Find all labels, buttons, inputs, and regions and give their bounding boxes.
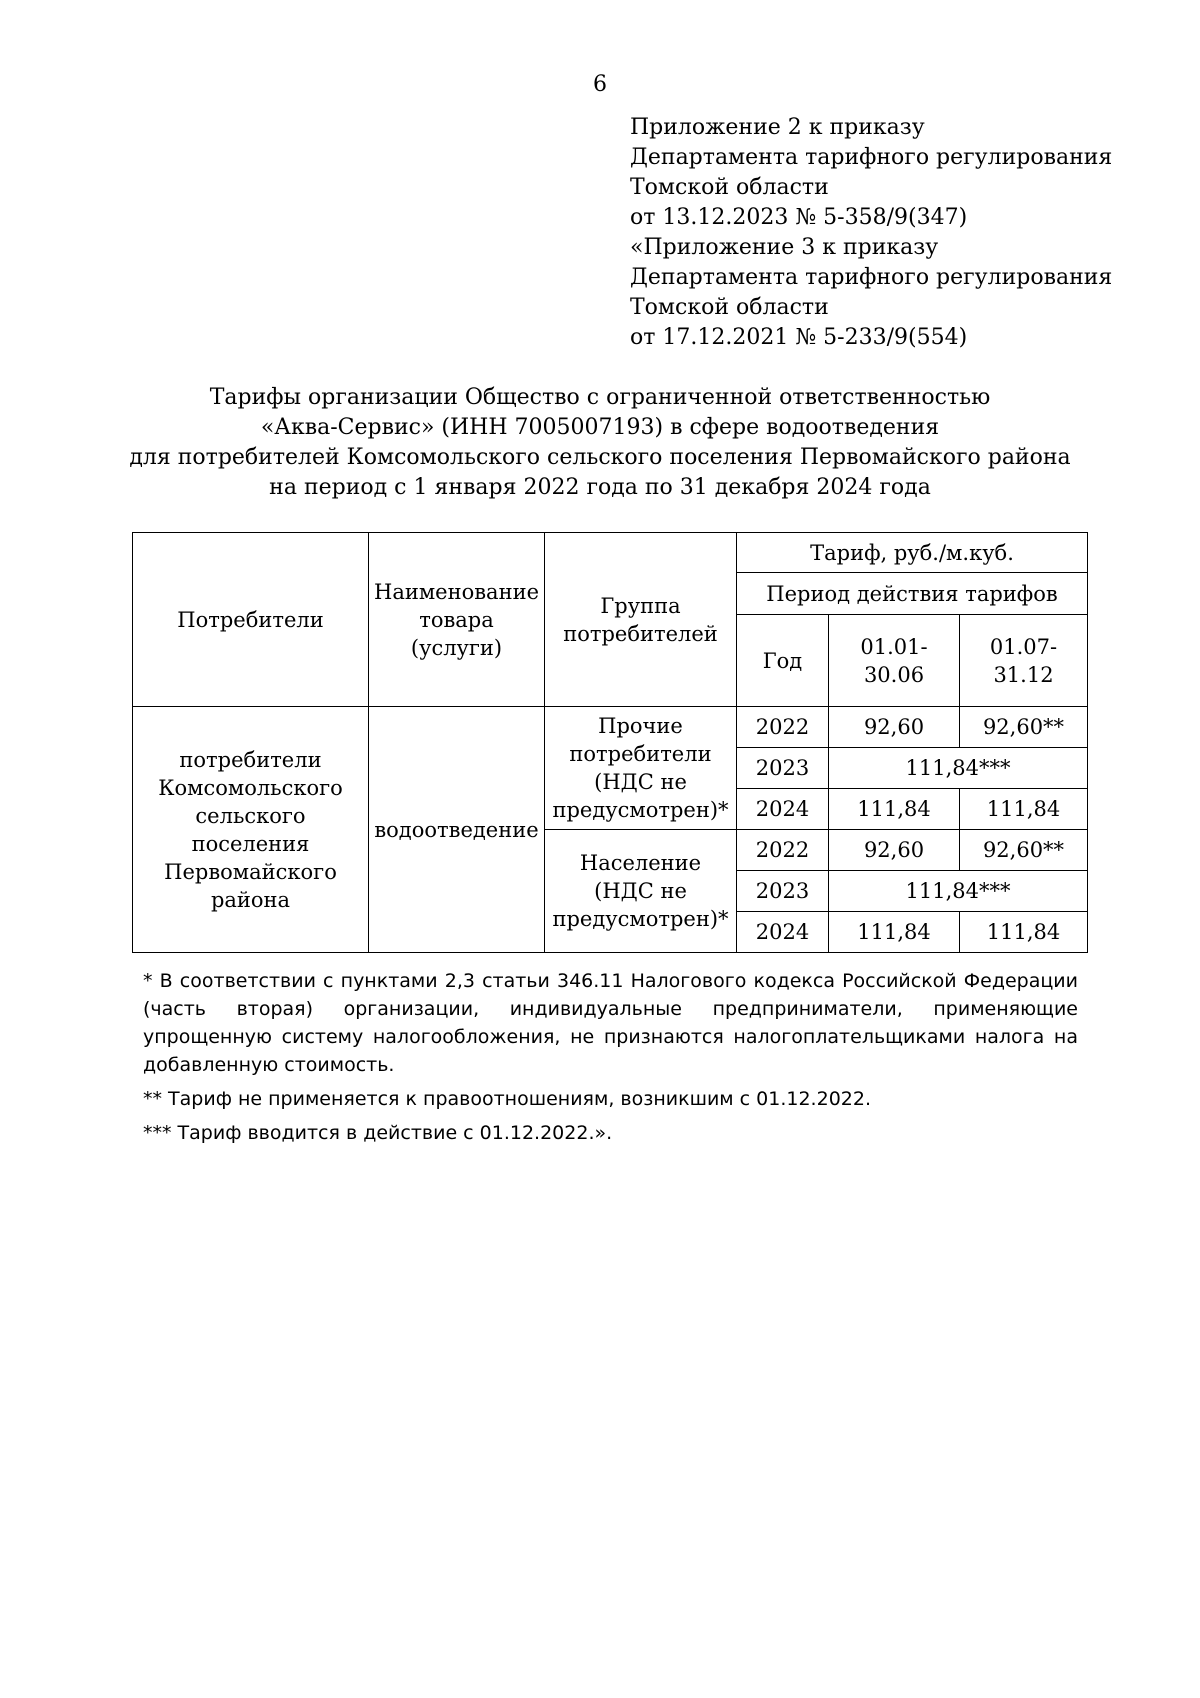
header-tariff: Тариф, руб./м.куб. bbox=[737, 533, 1088, 573]
consumers-cell: потребители Комсомольского сельского поселения Первомайского района bbox=[133, 707, 369, 953]
year-cell: 2023 bbox=[737, 871, 829, 912]
tariff-cell-merged: 111,84*** bbox=[829, 748, 1088, 789]
appendix-block bbox=[630, 113, 1112, 353]
tariff-cell: 111,84 bbox=[960, 789, 1088, 830]
appendix-line: от 17.12.2021 № 5-233/9(554) bbox=[630, 325, 968, 350]
appendix-line: Департамента тарифного регулирования bbox=[630, 265, 1113, 290]
footnote-triple-star: *** Тариф вводится в действие с 01.12.2022.». bbox=[143, 1122, 613, 1144]
header-half1: 01.01-30.06 bbox=[829, 615, 960, 707]
tariff-table bbox=[132, 532, 1088, 953]
header-consumers: Потребители bbox=[133, 533, 369, 707]
tariff-cell-merged: 111,84*** bbox=[829, 871, 1088, 912]
appendix-line: Томской области bbox=[630, 295, 829, 320]
group-cell: Население (НДС не предусмотрен)* bbox=[545, 830, 737, 953]
header-product: Наименование товара (услуги) bbox=[369, 533, 545, 707]
group-cell: Прочие потребители (НДС не предусмотрен)* bbox=[545, 707, 737, 830]
year-cell: 2023 bbox=[737, 748, 829, 789]
footnote-vat: * В соответствии с пунктами 2,3 статьи 346.11 Налогового кодекса Российской Федерации (часть вторая) организации, индивидуальные предприниматели, применяющие упрощенную систему налогообложения, не признаются налогоплательщиками налога на добавленную стоимость. bbox=[143, 970, 1078, 1076]
tariff-cell: 111,84 bbox=[829, 912, 960, 953]
appendix-line: Департамента тарифного регулирования bbox=[630, 145, 1113, 170]
tariff-cell: 92,60 bbox=[829, 707, 960, 748]
page-number: 6 bbox=[593, 72, 607, 97]
document-title bbox=[0, 383, 1200, 503]
title-line: для потребителей Комсомольского сельского поселения Первомайского района bbox=[129, 445, 1071, 470]
header-period: Период действия тарифов bbox=[737, 573, 1088, 615]
tariff-cell: 92,60** bbox=[960, 707, 1088, 748]
tariff-cell: 92,60** bbox=[960, 830, 1088, 871]
title-line: Тарифы организации Общество с ограниченной ответственностью bbox=[209, 385, 991, 410]
product-cell: водоотведение bbox=[369, 707, 545, 953]
footnotes bbox=[143, 967, 1078, 1153]
appendix-line: «Приложение 3 к приказу bbox=[630, 235, 939, 260]
year-cell: 2022 bbox=[737, 707, 829, 748]
header-half2: 01.07-31.12 bbox=[960, 615, 1088, 707]
header-year: Год bbox=[737, 615, 829, 707]
year-cell: 2022 bbox=[737, 830, 829, 871]
tariff-cell: 111,84 bbox=[829, 789, 960, 830]
header-group: Группа потребителей bbox=[545, 533, 737, 707]
appendix-line: Томской области bbox=[630, 175, 829, 200]
footnote-double-star: ** Тариф не применяется к правоотношениям, возникшим с 01.12.2022. bbox=[143, 1088, 871, 1110]
tariff-cell: 111,84 bbox=[960, 912, 1088, 953]
year-cell: 2024 bbox=[737, 912, 829, 953]
title-line: «Аква-Сервис» (ИНН 7005007193) в сфере водоотведения bbox=[260, 415, 940, 440]
year-cell: 2024 bbox=[737, 789, 829, 830]
appendix-line: от 13.12.2023 № 5-358/9(347) bbox=[630, 205, 968, 230]
tariff-cell: 92,60 bbox=[829, 830, 960, 871]
appendix-line: Приложение 2 к приказу bbox=[630, 115, 925, 140]
title-line: на период с 1 января 2022 года по 31 декабря 2024 года bbox=[269, 475, 931, 500]
